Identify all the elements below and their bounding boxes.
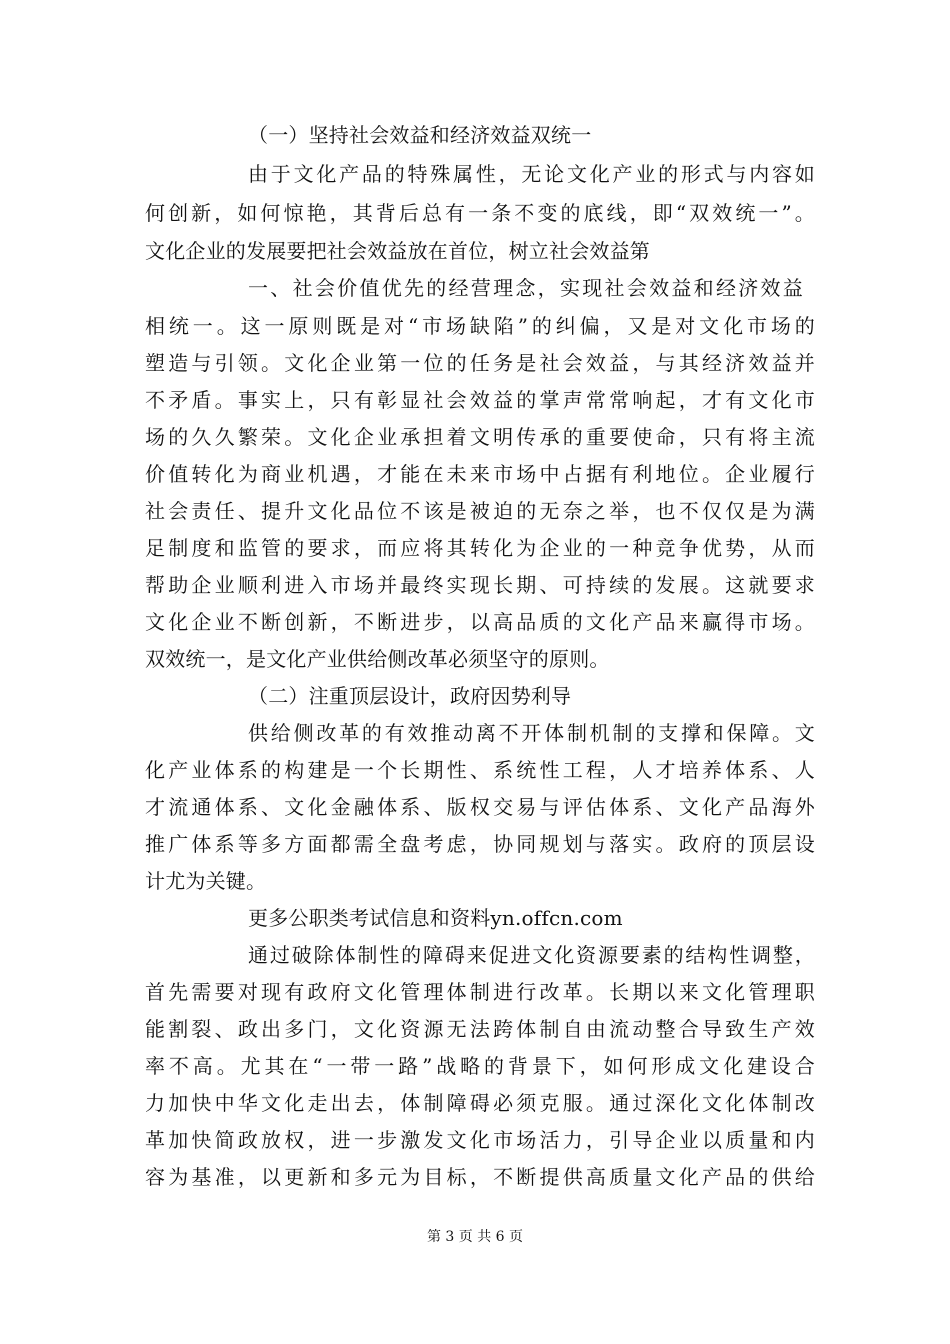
paragraph-line: 革加快简政放权，进一步激发文化市场活力，引导企业以质量和内 [145, 1128, 815, 1152]
page-footer: 第 3 页 共 6 页 [426, 1229, 524, 1245]
paragraph-line: 力加快中华文化走出去，体制障碍必须克服。通过深化文化体制改 [145, 1091, 815, 1115]
paragraph-line: 文化企业不断创新，不断进步，以高品质的文化产品来赢得市场。 [145, 610, 815, 634]
paragraph-line: 社会责任、提升文化品位不该是被迫的无奈之举，也不仅仅是为满 [145, 499, 815, 523]
paragraph-line: 相统一。这一原则既是对“市场缺陷”的纠偏，又是对文化市场的 [145, 314, 815, 338]
paragraph-line: 率不高。尤其在“一带一路”战略的背景下，如何形成文化建设合 [145, 1054, 815, 1078]
paragraph-line: 不矛盾。事实上，只有彰显社会效益的掌声常常响起，才有文化市 [145, 388, 815, 412]
paragraph-line: 首先需要对现有政府文化管理体制进行改革。长期以来文化管理职 [145, 980, 815, 1004]
promo-line: 更多公职类考试信息和资料yn.offcn.com [248, 906, 623, 930]
paragraph-line: 容为基准，以更新和多元为目标，不断提供高质量文化产品的供给 [145, 1165, 815, 1189]
section-heading-1: （一）坚持社会效益和经济效益双统一 [248, 123, 592, 147]
paragraph-line: 计尤为关键。 [145, 869, 267, 893]
paragraph-line: 帮助企业顺利进入市场并最终实现长期、可持续的发展。这就要求 [145, 573, 815, 597]
paragraph-line: 才流通体系、文化金融体系、版权交易与评估体系、文化产品海外 [145, 795, 815, 819]
paragraph-line: 足制度和监管的要求，而应将其转化为企业的一种竞争优势，从而 [145, 536, 815, 560]
paragraph-line: 价值转化为商业机遇，才能在未来市场中占据有利地位。企业履行 [145, 462, 815, 486]
paragraph-line: 化产业体系的构建是一个长期性、系统性工程，人才培养体系、人 [145, 758, 815, 782]
paragraph-line: 双效统一，是文化产业供给侧改革必须坚守的原则。 [145, 647, 610, 671]
paragraph-line: 场的久久繁荣。文化企业承担着文明传承的重要使命，只有将主流 [145, 425, 815, 449]
paragraph-line: 能割裂、政出多门，文化资源无法跨体制自由流动整合导致生产效 [145, 1017, 815, 1041]
section-heading-2: （二）注重顶层设计，政府因势利导 [248, 684, 572, 708]
paragraph-line: 供给侧改革的有效推动离不开体制机制的支撑和保障。文 [248, 721, 815, 745]
paragraph-line: 何创新，如何惊艳，其背后总有一条不变的底线，即“双效统一”。 [145, 201, 815, 225]
paragraph-line: 塑造与引领。文化企业第一位的任务是社会效益，与其经济效益并 [145, 351, 815, 375]
paragraph-line: 推广体系等多方面都需全盘考虑，协同规划与落实。政府的顶层设 [145, 832, 815, 856]
paragraph-line: 一、社会价值优先的经营理念，实现社会效益和经济效益 [248, 276, 803, 300]
paragraph-line: 由于文化产品的特殊属性，无论文化产业的形式与内容如 [248, 162, 815, 186]
paragraph-line: 文化企业的发展要把社会效益放在首位，树立社会效益第 [145, 239, 650, 263]
paragraph-line: 通过破除体制性的障碍来促进文化资源要素的结构性调整， [248, 943, 815, 967]
